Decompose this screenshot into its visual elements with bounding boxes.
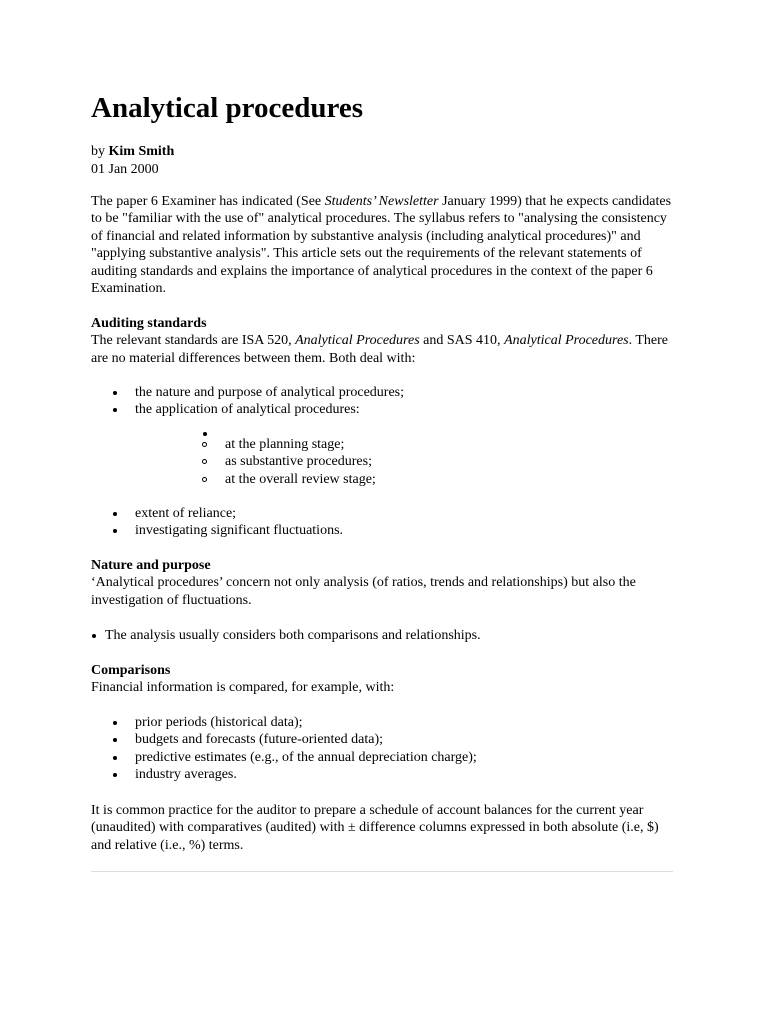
page-title: Analytical procedures bbox=[91, 92, 364, 124]
list-item bbox=[91, 749, 673, 766]
circle-bullet-icon bbox=[202, 459, 207, 464]
list-item bbox=[91, 453, 376, 470]
bullet-icon bbox=[113, 512, 117, 516]
circle-bullet-icon bbox=[202, 477, 207, 482]
list-item-text: predictive estimates (e.g., of the annual depreciation charge); bbox=[135, 749, 477, 765]
list-item-text: at the planning stage; bbox=[225, 437, 345, 452]
list-item-text: extent of reliance; bbox=[135, 506, 237, 521]
list-item-text: the application of analytical procedures: bbox=[135, 402, 360, 418]
bullet-icon bbox=[92, 634, 96, 638]
publish-date: 01 Jan 2000 bbox=[91, 161, 159, 177]
list-item bbox=[91, 471, 376, 488]
list-item bbox=[91, 522, 673, 539]
bullet-icon bbox=[113, 391, 117, 395]
nature-purpose-section bbox=[91, 557, 673, 609]
analysis-bullet bbox=[91, 627, 481, 644]
comparisons-section bbox=[91, 662, 673, 697]
list-item-text: as substantive procedures; bbox=[225, 454, 372, 470]
byline bbox=[91, 143, 174, 160]
newsletter-title: Students’ Newsletter bbox=[324, 194, 439, 209]
list-item bbox=[91, 766, 673, 783]
section-heading-comparisons: Comparisons bbox=[91, 663, 171, 678]
list-item bbox=[91, 714, 673, 731]
divider bbox=[91, 871, 673, 872]
list-item-text: budgets and forecasts (future-oriented data); bbox=[135, 732, 384, 748]
standards-text-2: and SAS 410, bbox=[419, 333, 505, 349]
section-heading-auditing-standards: Auditing standards bbox=[91, 316, 207, 331]
nature-purpose-text: ‘Analytical procedures’ concern not only analysis (of ratios, trends and relationships) but also the investigation of fluctuations. bbox=[91, 575, 636, 608]
bullet-icon bbox=[113, 773, 117, 777]
list-item bbox=[91, 731, 673, 748]
list-item-text: prior periods (historical data); bbox=[135, 715, 303, 730]
list-item bbox=[91, 401, 673, 418]
standards-text-3: . There are no material differences between them. Both deal with: bbox=[91, 333, 668, 366]
intro-text-2: January 1999) that he expects candidates to be "familiar with the use of" analytical procedures. The syllabus refers to "analysing the consistency of financial and related information by substantive analysis (including analytical procedures)" and "applying substantive analysis". This article sets out the requirements of the relevant statements of auditing standards and explains the importance of analytical procedures in the context of the paper 6 Examination. bbox=[91, 194, 672, 297]
list-item-text: the nature and purpose of analytical procedures; bbox=[135, 385, 405, 400]
bullet-icon bbox=[113, 529, 117, 533]
standards-list bbox=[91, 384, 673, 419]
bullet-icon bbox=[113, 756, 117, 760]
byline-prefix: by bbox=[91, 144, 109, 159]
list-item-text: investigating significant fluctuations. bbox=[135, 523, 344, 539]
author-name: Kim Smith bbox=[108, 144, 175, 159]
bullet-icon bbox=[113, 738, 117, 742]
analysis-bullet-text: The analysis usually considers both comparisons and relationships. bbox=[105, 628, 481, 643]
list-item-text: industry averages. bbox=[135, 767, 237, 783]
application-stages-list bbox=[91, 436, 376, 488]
bullet-icon bbox=[113, 408, 117, 412]
section-heading-nature-purpose: Nature and purpose bbox=[91, 558, 211, 573]
standard-name-isa: Analytical Procedures bbox=[295, 333, 420, 349]
intro-paragraph bbox=[91, 193, 673, 297]
standard-name-sas: Analytical Procedures bbox=[504, 333, 629, 349]
circle-bullet-icon bbox=[202, 442, 207, 447]
intro-text-1: The paper 6 Examiner has indicated (See bbox=[91, 194, 325, 209]
standards-list-continued bbox=[91, 505, 673, 540]
closing-paragraph: It is common practice for the auditor to prepare a schedule of account balances for the current year (unaudited) with comparatives (audited) with ± difference columns expressed in both absolute (i.e, $) and relative (i.e., %) terms. bbox=[91, 803, 659, 853]
comparisons-list bbox=[91, 714, 673, 784]
auditing-standards-section bbox=[91, 315, 673, 367]
list-item bbox=[91, 436, 376, 453]
standards-text-1: The relevant standards are ISA 520, bbox=[91, 333, 296, 349]
list-item bbox=[91, 384, 673, 401]
comparisons-text: Financial information is compared, for example, with: bbox=[91, 680, 395, 696]
bullet-icon bbox=[113, 721, 117, 725]
list-item-text: at the overall review stage; bbox=[225, 471, 376, 487]
list-item bbox=[91, 505, 673, 522]
